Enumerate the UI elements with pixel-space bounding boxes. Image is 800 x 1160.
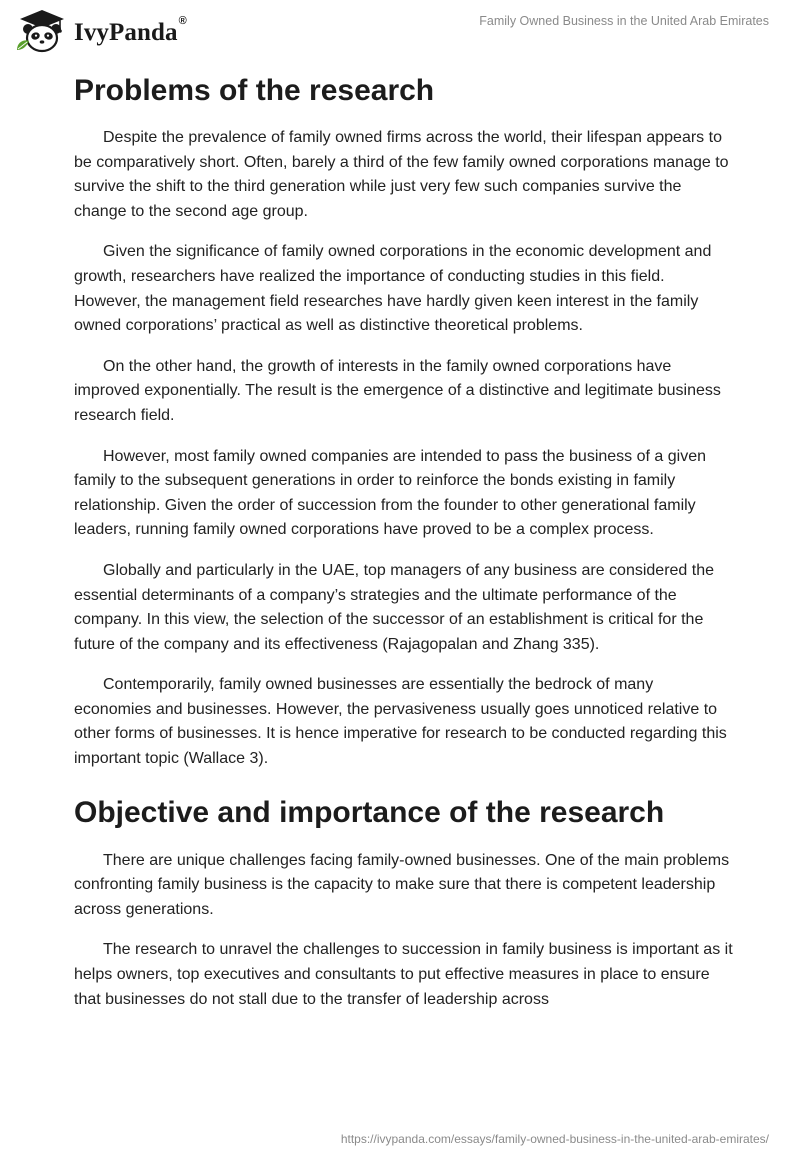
essay-content bbox=[74, 66, 734, 1028]
registered-mark: ® bbox=[178, 15, 187, 27]
source-url[interactable]: https://ivypanda.com/essays/family-owned-business-in-the-united-arab-emirates/ bbox=[340, 1132, 769, 1146]
paragraph: On the other hand, the growth of interests in the family owned corporations have improved exponentially. The result is the emergence of a distinctive and legitimate business research field. bbox=[74, 357, 721, 424]
paragraph: However, most family owned companies are intended to pass the business of a given family to the subsequent generations in order to reinforce the bonds existing in family relationship. Given the order of succession from the founder to other generational family leaders, running family owned corporations have proved to be a complex process. bbox=[74, 447, 706, 539]
section-heading: Problems of the research bbox=[74, 74, 435, 107]
paragraph: Given the significance of family owned corporations in the economic development and growth, researchers have realized the importance of conducting studies in this field. However, the management field researches have hardly given keen interest in the family owned corporations’ practical as well as distinctive theoretical problems. bbox=[74, 243, 712, 335]
section-heading: Objective and importance of the research bbox=[74, 795, 665, 829]
paragraph: Contemporarily, family owned businesses are essentially the bedrock of many economies and businesses. However, the pervasiveness usually goes unnoticed relative to other forms of businesses. It is hence imperative for research to be conducted regarding this important topic (Wallace 3). bbox=[74, 676, 727, 768]
page-header bbox=[0, 0, 800, 60]
document-title: Family Owned Business in the United Arab Emirates bbox=[479, 14, 769, 28]
paragraph: Globally and particularly in the UAE, top managers of any business are considered the essential determinants of a company’s strategies and the ultimate performance of the company. In this view, the selection of the successor of an establishment is critical for the future of the company and its effectiveness (Rajagopalan and Zhang 335). bbox=[74, 561, 715, 653]
paragraph: There are unique challenges facing family-owned businesses. One of the main problems confronting family business is the capacity to make sure that there is competent leadership across generations. bbox=[74, 851, 730, 918]
ivypanda-logo[interactable] bbox=[14, 8, 187, 54]
logo-wordmark: IvyPanda® bbox=[74, 15, 187, 46]
paragraph: The research to unravel the challenges to succession in family business is important as it helps owners, top executives and consultants to put effective measures in place to ensure that businesses do not stall due to the transfer of leadership across bbox=[74, 941, 733, 1008]
panda-graduate-icon bbox=[14, 8, 70, 54]
paragraph: Despite the prevalence of family owned firms across the world, their lifespan appears to be comparatively short. Often, barely a third of the few family owned corporations manage to survive the shift to the third generation while just very few such companies survive the change to the second age group. bbox=[74, 129, 729, 220]
